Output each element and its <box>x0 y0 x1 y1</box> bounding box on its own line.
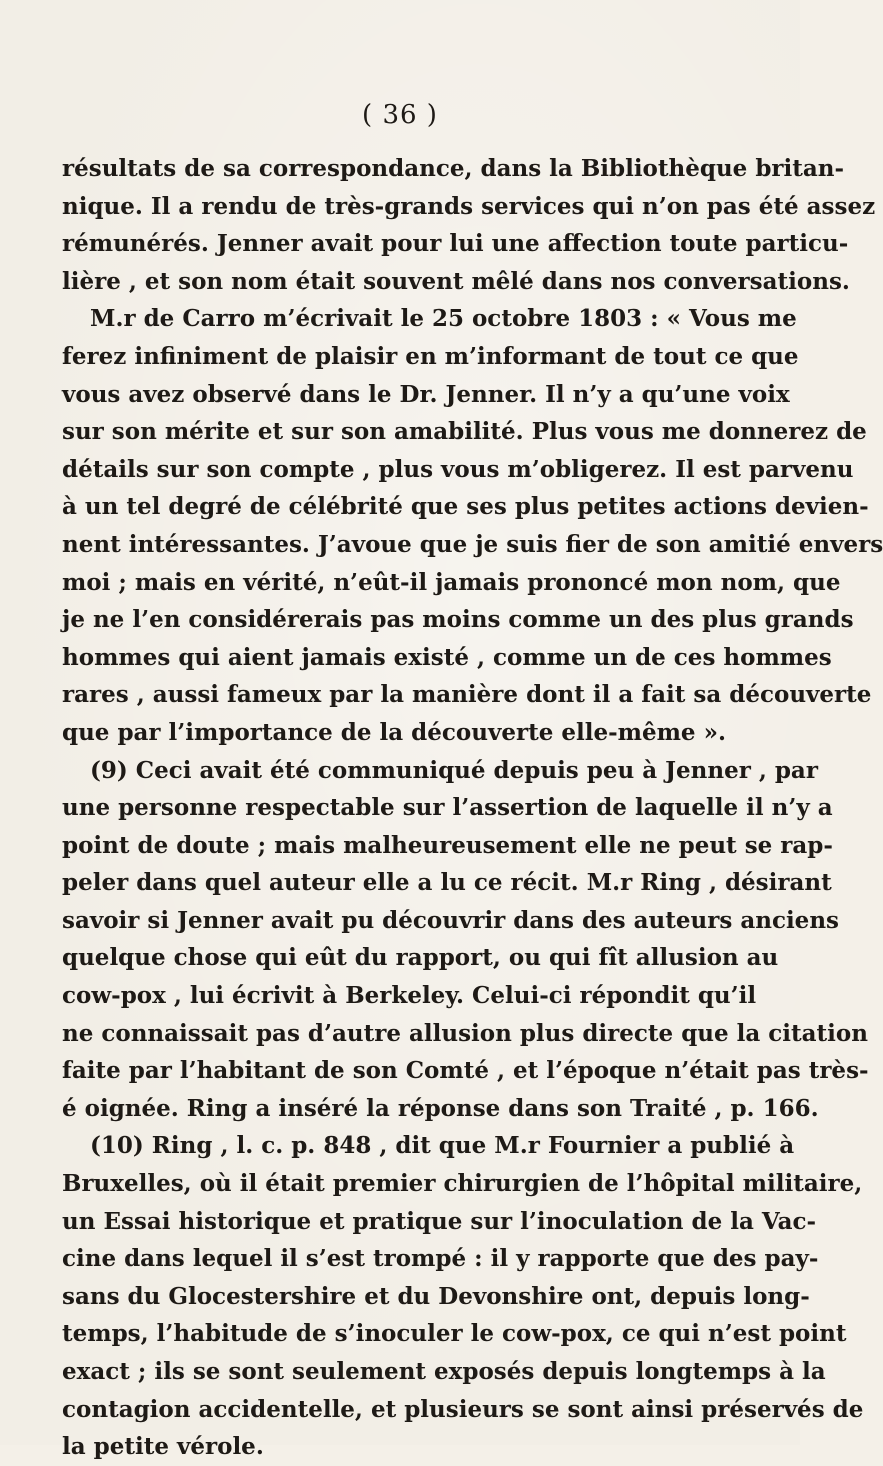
text-line: é oignée. Ring a inséré la réponse dans son Traité , p. 166. <box>62 1094 819 1122</box>
text-line: sur son mérite et sur son amabilité. Plus vous me donnerez de <box>62 418 867 446</box>
text-line: je ne l’en considérerais pas moins comme un des plus grands <box>62 606 854 634</box>
footnote-10-line: (10) Ring , l. c. p. 848 , dit que M.r Fournier a publié à <box>90 1132 795 1160</box>
text-line: une personne respectable sur l’assertion de laquelle il n’y a <box>62 794 833 822</box>
text-line: temps, l’habitude de s’inoculer le cow-pox, ce qui n’est point <box>62 1320 847 1348</box>
text-line: la petite vérole. <box>62 1433 264 1461</box>
text-line: M.r de Carro m’écrivait le 25 octobre 1803 : « Vous me <box>90 305 797 333</box>
text-line: moi ; mais en vérité, n’eût-il jamais prononcé mon nom, que <box>62 568 841 596</box>
text-line: peler dans quel auteur elle a lu ce récit. M.r Ring , désirant <box>62 869 832 897</box>
text-line: savoir si Jenner avait pu découvrir dans des auteurs anciens <box>62 906 839 934</box>
text-line: contagion accidentelle, et plusieurs se sont ainsi préservés de <box>62 1395 864 1423</box>
text-line: résultats de sa correspondance, dans la Bibliothèque britan- <box>62 155 845 182</box>
text-line: que par l’importance de la découverte elle-même ». <box>62 718 726 746</box>
text-line: cine dans lequel il s’est trompé : il y rapporte que des pay- <box>62 1245 819 1273</box>
text-line: hommes qui aient jamais existé , comme un de ces hommes <box>62 643 832 671</box>
text-line: rémunérés. Jenner avait pour lui une affection toute particu- <box>62 230 849 258</box>
text-line: nique. Il a rendu de très-grands services qui n’on pas été assez <box>62 192 876 220</box>
text-line: exact ; ils se sont seulement exposés depuis longtemps à la <box>62 1358 826 1385</box>
page-number: ( 36 ) <box>362 100 438 130</box>
footnote-9-line: (9) Ceci avait été communiqué depuis peu à Jenner , par <box>90 756 818 784</box>
text-line: point de doute ; mais malheureusement elle ne peut se rap- <box>62 831 833 859</box>
page-body <box>62 150 883 1466</box>
text-line: ne connaissait pas d’autre allusion plus directe que la citation <box>62 1019 868 1047</box>
text-line: faite par l’habitant de son Comté , et l’époque n’était pas très- <box>62 1057 869 1085</box>
text-line: vous avez observé dans le Dr. Jenner. Il n’y a qu’une voix <box>62 380 790 408</box>
text-line: nent intéressantes. J’avoue que je suis fier de son amitié envers <box>62 530 883 558</box>
text-line: rares , aussi fameux par la manière dont il a fait sa découverte <box>62 681 872 709</box>
text-line: sans du Glocestershire et du Devonshire ont, depuis long- <box>62 1282 810 1310</box>
text-line: ferez infiniment de plaisir en m’informant de tout ce que <box>62 342 799 370</box>
text-line: un Essai historique et pratique sur l’inoculation de la Vac- <box>62 1207 817 1235</box>
text-line: lière , et son nom était souvent mêlé dans nos conversations. <box>62 267 850 295</box>
text-line: quelque chose qui eût du rapport, ou qui fît allusion au <box>62 944 779 972</box>
text-line: cow-pox , lui écrivit à Berkeley. Celui-ci répondit qu’il <box>62 982 757 1010</box>
text-line: détails sur son compte , plus vous m’obligerez. Il est parvenu <box>62 455 854 483</box>
text-line: à un tel degré de célébrité que ses plus petites actions devien- <box>62 493 869 521</box>
text-line: Bruxelles, où il était premier chirurgien de l’hôpital militaire, <box>62 1170 863 1198</box>
